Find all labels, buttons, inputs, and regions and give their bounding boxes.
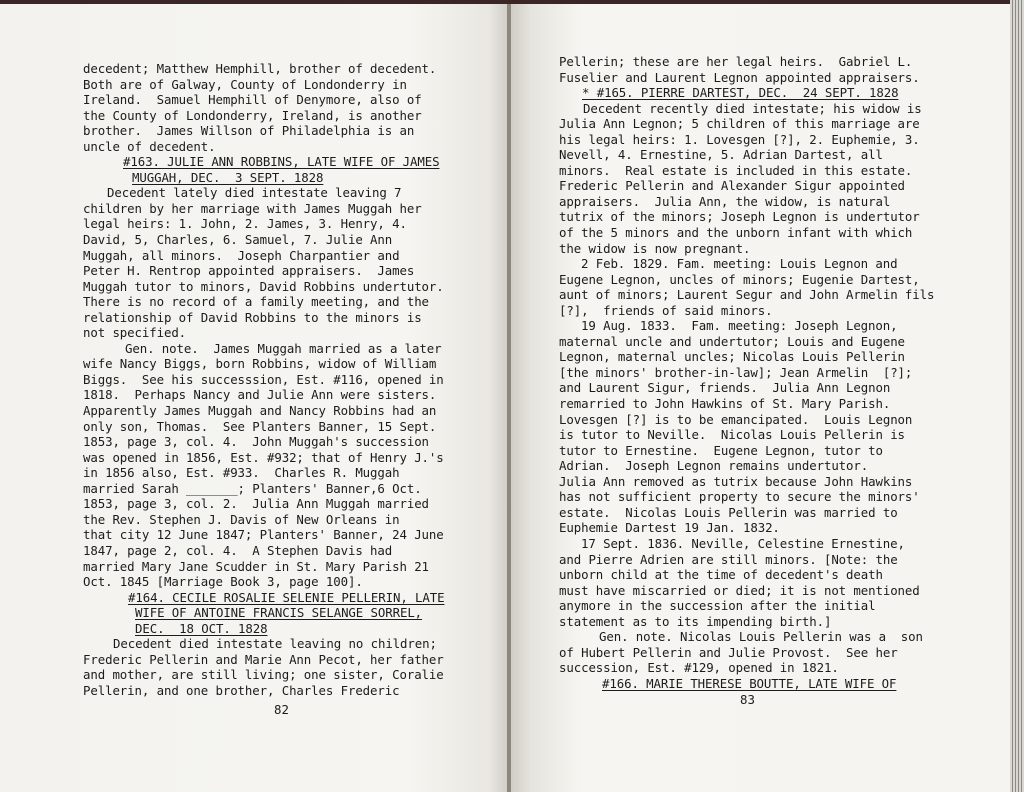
text-line: Eugene Legnon, uncles of minors; Eugenie Dartest, — [559, 271, 920, 287]
text-line: Pellerin, and one brother, Charles Frederic — [83, 682, 400, 698]
text-line: 2 Feb. 1829. Fam. meeting: Louis Legnon and — [581, 256, 898, 272]
text-line: 19 Aug. 1833. Fam. meeting: Joseph Legnon, — [581, 318, 898, 334]
left-page-text — [83, 61, 444, 698]
text-line: tutor to Ernestine. Eugene Legnon, tutor to — [559, 442, 883, 458]
text-line: of Hubert Pellerin and Julie Provost. See her — [559, 644, 898, 660]
text-line: Julia Ann removed as tutrix because John Hawkins — [559, 473, 913, 489]
text-line: is tutor to Neville. Nicolas Louis Pellerin is — [559, 427, 905, 443]
text-line: the County of Londonderry, Ireland, is another — [83, 107, 422, 123]
text-line: decedent; Matthew Hemphill, brother of decedent. — [83, 61, 437, 76]
text-line: tutrix of the minors; Joseph Legnon is undertutor — [559, 209, 920, 225]
text-line: Muggah tutor to minors, David Robbins undertutor. — [83, 278, 444, 294]
text-line: married Mary Jane Scudder in St. Mary Parish 21 — [83, 558, 429, 574]
left-page-number: 82 — [274, 702, 289, 717]
entry-heading: DEC. 18 OCT. 1828 — [135, 620, 268, 636]
text-line: and mother, are still living; one sister, Coralie — [83, 667, 444, 683]
text-line: maternal uncle and undertutor; Louis and Eugene — [559, 333, 905, 349]
text-line: wife Nancy Biggs, born Robbins, widow of William — [83, 356, 437, 372]
text-line: only son, Thomas. See Planters Banner, 15 Sept. — [83, 418, 437, 434]
text-line: Legnon, maternal uncles; Nicolas Louis Pellerin — [559, 349, 905, 365]
text-line: aunt of minors; Laurent Segur and John Armelin fils — [559, 287, 935, 303]
left-page — [0, 4, 509, 792]
text-line: that city 12 June 1847; Planters' Banner, 24 June — [83, 527, 444, 543]
text-line: uncle of decedent. — [83, 138, 216, 154]
text-line: must have miscarried or died; it is not mentioned — [559, 582, 920, 598]
text-line: minors. Real estate is included in this estate. — [559, 162, 913, 178]
text-line: estate. Nicolas Louis Pellerin was married to — [559, 504, 898, 520]
text-line: and Laurent Sigur, friends. Julia Ann Legnon — [559, 380, 891, 396]
right-page — [511, 4, 1010, 792]
right-page-number: 83 — [740, 692, 755, 707]
text-line: in 1856 also, Est. #933. Charles R. Muggah — [83, 465, 400, 481]
text-line: Frederic Pellerin and Marie Ann Pecot, her father — [83, 651, 444, 667]
text-line: unborn child at the time of decedent's death — [559, 567, 883, 583]
text-line: Julia Ann Legnon; 5 children of this marriage are — [559, 116, 920, 132]
text-line: Biggs. See his successsion, Est. #116, opened in — [83, 371, 444, 387]
text-line: remarried to John Hawkins of St. Mary Parish. — [559, 396, 891, 412]
text-line: Peter H. Rentrop appointed appraisers. James — [83, 263, 415, 279]
text-line: and Pierre Adrien are still minors. [Note: the — [559, 551, 898, 567]
entry-heading: WIFE OF ANTOINE FRANCIS SELANGE SORREL, — [135, 605, 423, 621]
text-line: anymore in the succession after the initial — [559, 598, 876, 614]
text-line: of the 5 minors and the unborn infant with which — [559, 225, 913, 241]
text-line: appraisers. Julia Ann, the widow, is natural — [559, 193, 891, 209]
text-line: married Sarah _______; Planters' Banner,6 Oct. — [83, 480, 422, 496]
text-line: statement as to its impending birth.] — [559, 613, 832, 629]
text-line: Both are of Galway, County of Londonderry in — [83, 76, 407, 92]
text-line: 17 Sept. 1836. Neville, Celestine Ernestine, — [581, 535, 905, 551]
text-line: was opened in 1856, Est. #932; that of Henry J.'s — [83, 449, 444, 465]
text-line: Nevell, 4. Ernestine, 5. Adrian Dartest, all — [559, 147, 883, 163]
text-line: Apparently James Muggah and Nancy Robbins had an — [83, 403, 437, 419]
text-line: the widow is now pregnant. — [559, 240, 751, 256]
text-line: David, 5, Charles, 6. Samuel, 7. Julie Ann — [83, 232, 393, 248]
text-line: relationship of David Robbins to the minors is — [83, 309, 422, 325]
text-line: Ireland. Samuel Hemphill of Denymore, also of — [83, 92, 422, 108]
text-line: Oct. 1845 [Marriage Book 3, page 100]. — [83, 574, 363, 590]
text-line: his legal heirs: 1. Lovesgen [?], 2. Euphemie, 3. — [559, 131, 920, 147]
text-line: Decedent recently died intestate; his widow is — [583, 100, 922, 116]
text-line: Fuselier and Laurent Legnon appointed appraisers. — [559, 69, 920, 85]
text-line: [?], friends of said minors. — [559, 302, 773, 318]
text-line: succession, Est. #129, opened in 1821. — [559, 660, 839, 676]
text-line: the Rev. Stephen J. Davis of New Orleans in — [83, 511, 400, 527]
text-line: Lovesgen [?] is to be emancipated. Louis Legnon — [559, 411, 913, 427]
text-line: legal heirs: 1. John, 2. James, 3. Henry, 4. — [83, 216, 407, 232]
book-page-edges — [1010, 0, 1024, 792]
text-line: Decedent lately died intestate leaving 7 — [107, 185, 402, 201]
entry-heading: MUGGAH, DEC. 3 SEPT. 1828 — [132, 169, 324, 185]
entry-heading: #166. MARIE THERESE BOUTTE, LATE WIFE OF — [602, 675, 897, 691]
text-line: Muggah, all minors. Joseph Charpantier and — [83, 247, 400, 263]
text-line: 1847, page 2, col. 4. A Stephen Davis had — [83, 542, 393, 558]
text-line: Frederic Pellerin and Alexander Sigur appointed — [559, 178, 905, 194]
text-line: [the minors' brother-in-law]; Jean Armelin [?]; — [559, 364, 913, 380]
text-line: 1853, page 3, col. 4. John Muggah's succession — [83, 434, 429, 450]
text-line: Pellerin; these are her legal heirs. Gabriel L. — [559, 54, 913, 69]
text-line: has not sufficient property to secure the minors' — [559, 489, 920, 505]
text-line: Decedent died intestate leaving no children; — [113, 636, 437, 652]
entry-heading: * #165. PIERRE DARTEST, DEC. 24 SEPT. 1828 — [582, 85, 899, 101]
text-line: not specified. — [83, 325, 187, 341]
text-line: There is no record of a family meeting, and the — [83, 294, 429, 310]
entry-heading: #163. JULIE ANN ROBBINS, LATE WIFE OF JAMES — [123, 154, 440, 170]
text-line: Gen. note. Nicolas Louis Pellerin was a son — [599, 629, 923, 645]
text-line: children by her marriage with James Muggah her — [83, 200, 422, 216]
text-line: brother. James Willson of Philadelphia is an — [83, 123, 415, 139]
entry-heading: #164. CECILE ROSALIE SELENIE PELLERIN, LATE — [128, 589, 445, 605]
text-line: Euphemie Dartest 19 Jan. 1832. — [559, 520, 780, 536]
text-line: Gen. note. James Muggah married as a later — [125, 340, 442, 356]
right-page-text — [559, 54, 934, 691]
text-line: Adrian. Joseph Legnon remains undertutor. — [559, 458, 869, 474]
text-line: 1818. Perhaps Nancy and Julie Ann were sisters. — [83, 387, 437, 403]
text-line: 1853, page 3, col. 2. Julia Ann Muggah married — [83, 496, 429, 512]
